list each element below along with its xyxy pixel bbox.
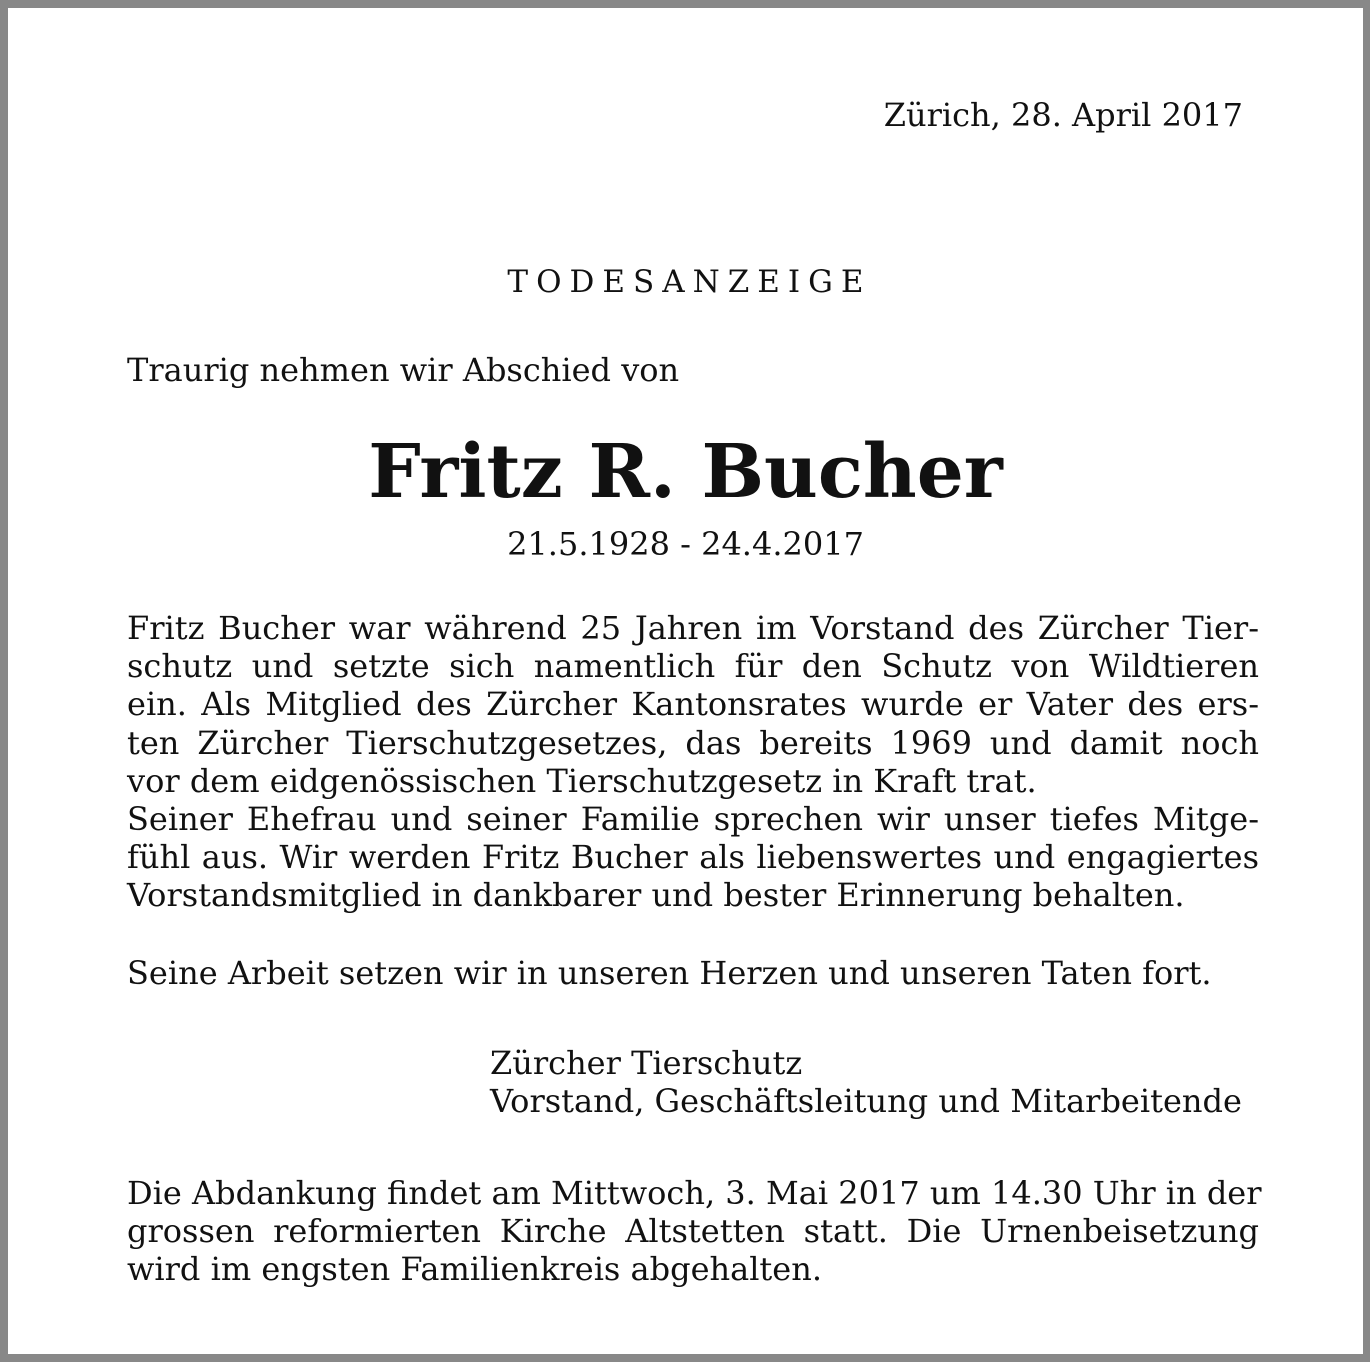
closing-paragraph xyxy=(127,954,1259,992)
signature-organization: Zürcher Tierschutz xyxy=(490,1044,803,1082)
tribute-line: ein. Als Mitglied des Zürcher Kantonsrates wurde er Vater des ers- xyxy=(127,685,1259,724)
notice-heading: TODESANZEIGE xyxy=(507,264,872,300)
place-date: Zürich, 28. April 2017 xyxy=(883,96,1243,134)
tribute-line: ten Zürcher Tierschutzgesetzes, das bereits 1969 und damit noch xyxy=(127,723,1259,762)
tribute-line: Seiner Ehefrau und seiner Familie sprechen wir unser tiefes Mitge- xyxy=(127,800,1259,839)
closing-line: Seine Arbeit setzen wir in unseren Herzen und unseren Taten fort. xyxy=(127,954,1212,992)
intro-line: Traurig nehmen wir Abschied von xyxy=(127,351,680,389)
signature-members: Vorstand, Geschäftsleitung und Mitarbeitende xyxy=(490,1082,1242,1120)
funeral-paragraph xyxy=(127,1174,1262,1289)
funeral-line: wird im engsten Familienkreis abgehalten. xyxy=(127,1250,822,1289)
funeral-line: Die Abdankung findet am Mittwoch, 3. Mai 2017 um 14.30 Uhr in der xyxy=(127,1174,1262,1212)
signature-block xyxy=(490,1044,1242,1120)
tribute-line: Vorstandsmitglied in dankbarer und bester Erinnerung behalten. xyxy=(127,876,1185,915)
tribute-line: Fritz Bucher war während 25 Jahren im Vorstand des Zürcher Tier- xyxy=(127,609,1259,647)
funeral-line: grossen reformierten Kirche Altstetten statt. Die Urnenbeisetzung xyxy=(127,1212,1259,1251)
deceased-name: Fritz R. Bucher xyxy=(368,429,1003,515)
tribute-line: fühl aus. Wir werden Fritz Bucher als liebenswertes und engagiertes xyxy=(127,838,1259,877)
life-dates: 21.5.1928 - 24.4.2017 xyxy=(507,525,864,563)
tribute-line: schutz und setzte sich namentlich für den Schutz von Wildtieren xyxy=(127,647,1259,686)
tribute-paragraph xyxy=(127,609,1259,915)
tribute-line: vor dem eidgenössischen Tierschutzgesetz in Kraft trat. xyxy=(127,761,1037,800)
